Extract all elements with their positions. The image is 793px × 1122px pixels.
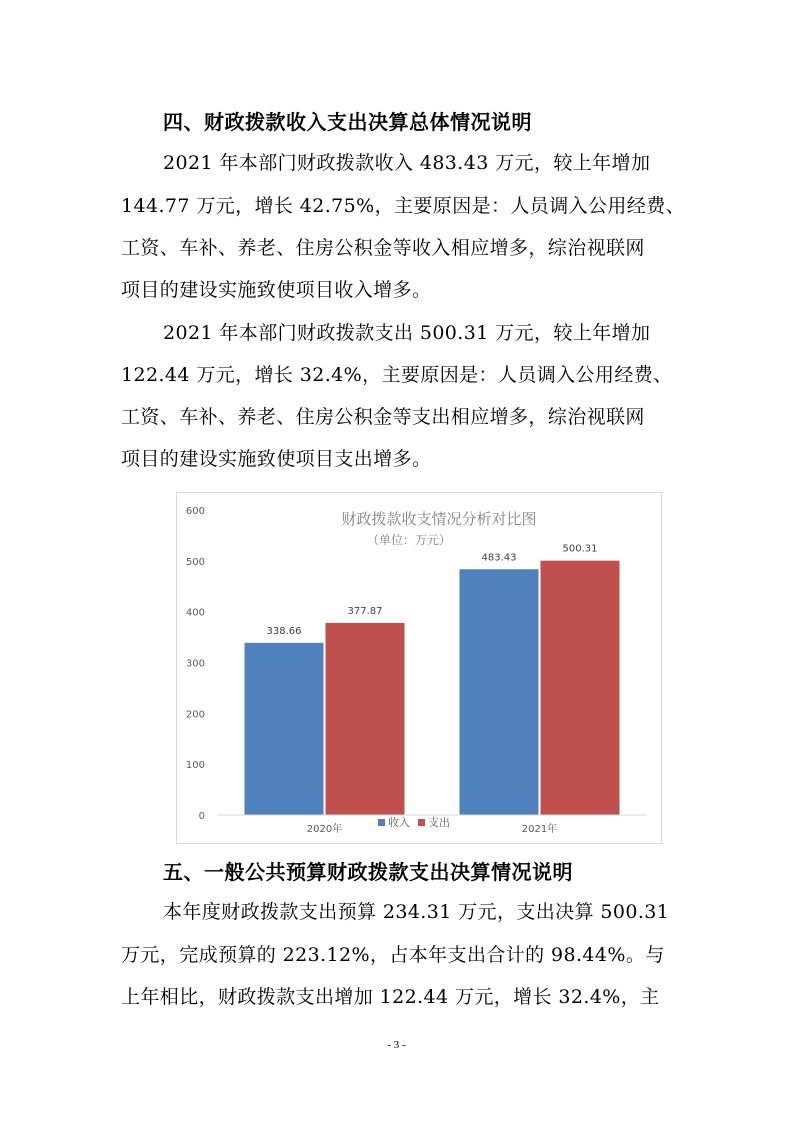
section4-p1-line4: 项目的建设实施致使项目收入增多。 <box>121 279 432 301</box>
page-number: - 3 - <box>387 1039 406 1051</box>
chart-subtitle: （单位：万元） <box>366 533 452 547</box>
y-tick-label: 400 <box>185 607 205 619</box>
section5-p1-line2: 万元，完成预算的 223.12%，占本年支出合计的 98.44%。与 <box>121 944 665 966</box>
section4-p2-line3: 工资、车补、养老、住房公积金等支出相应增多，综治视联网 <box>121 406 645 428</box>
legend-label-支出: 支出 <box>428 816 450 829</box>
data-label: 483.43 <box>481 552 517 564</box>
chart-container <box>176 492 662 844</box>
section4-p1-line1: 2021 年本部门财政拨款收入 483.43 万元，较上年增加 <box>163 152 651 174</box>
section5-p1-line3: 上年相比，财政拨款支出增加 122.44 万元，增长 32.4%，主 <box>121 986 660 1008</box>
section5-p1-line1: 本年度财政拨款支出预算 234.31 万元，支出决算 500.31 <box>163 901 670 923</box>
data-label: 377.87 <box>347 605 383 617</box>
y-tick-label: 200 <box>185 709 205 721</box>
bar-收入-2020年 <box>245 643 324 815</box>
section4-p2-line4: 项目的建设实施致使项目支出增多。 <box>121 448 432 470</box>
y-tick-label: 500 <box>185 556 205 568</box>
section4-p1-line2: 144.77 万元，增长 42.75%，主要原因是：人员调入公用经费、 <box>121 195 686 217</box>
x-tick-label: 2021年 <box>521 824 558 835</box>
y-tick-label: 600 <box>185 506 205 517</box>
legend-swatch-收入 <box>378 819 385 826</box>
y-tick-label: 100 <box>185 760 205 772</box>
section4-p1-line3: 工资、车补、养老、住房公积金等收入相应增多，综治视联网 <box>121 237 645 259</box>
bar-支出-2021年 <box>541 561 620 815</box>
bar-chart <box>177 493 661 843</box>
section4-p2-line2: 122.44 万元，增长 32.4%，主要原因是：人员调入公用经费、 <box>121 364 673 386</box>
section4-heading: 四、财政拨款收入支出决算总体情况说明 <box>163 110 532 134</box>
bar-收入-2021年 <box>460 569 539 815</box>
y-tick-label: 0 <box>198 811 205 822</box>
legend-swatch-支出 <box>418 819 425 826</box>
data-label: 338.66 <box>266 625 302 637</box>
data-label: 500.31 <box>562 543 598 555</box>
section5-heading: 五、一般公共预算财政拨款支出决算情况说明 <box>163 860 573 884</box>
legend-label-收入: 收入 <box>388 816 410 829</box>
y-tick-label: 300 <box>185 658 205 670</box>
section4-p2-line1: 2021 年本部门财政拨款支出 500.31 万元，较上年增加 <box>163 322 651 344</box>
chart-title: 财政拨款收支情况分析对比图 <box>341 510 537 528</box>
bar-支出-2020年 <box>326 623 405 815</box>
x-tick-label: 2020年 <box>306 824 343 835</box>
